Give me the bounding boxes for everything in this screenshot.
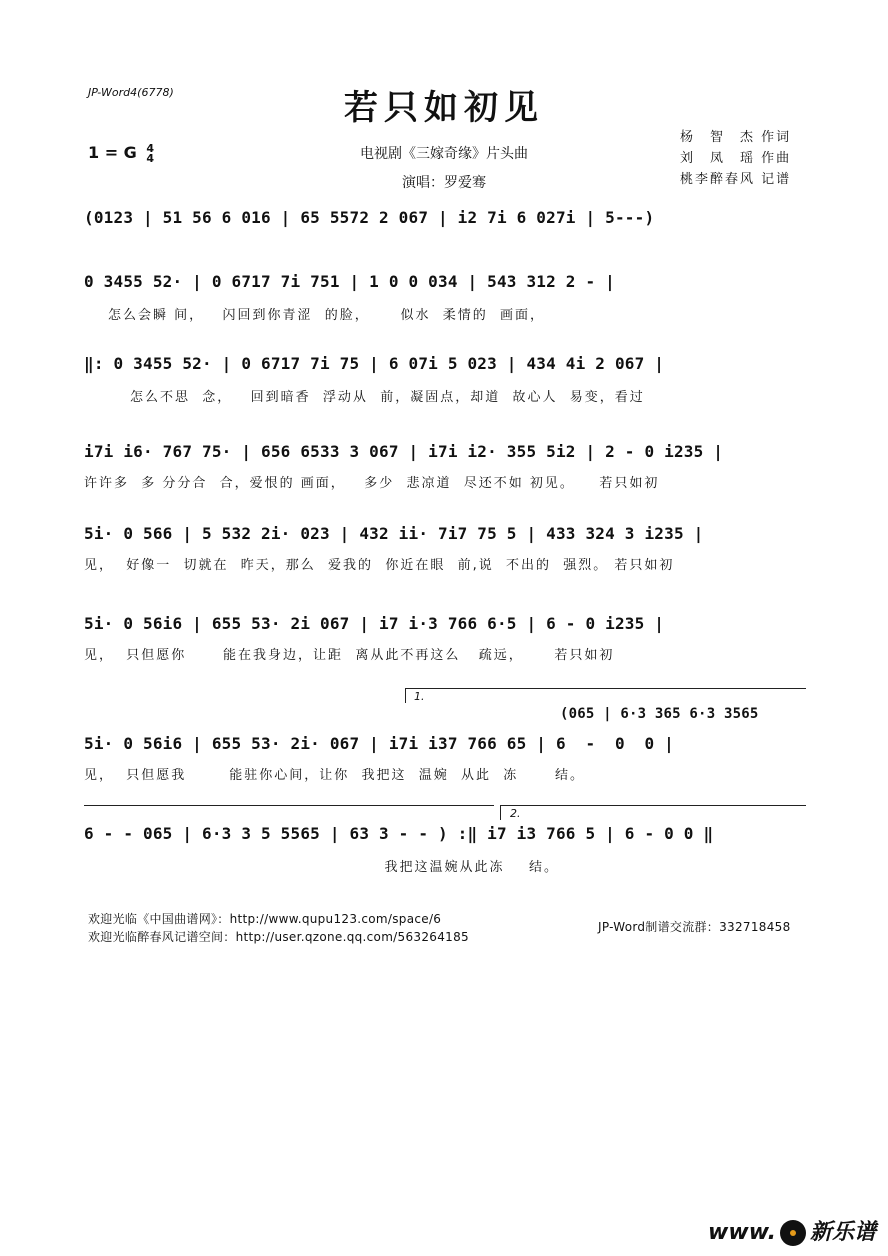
lyrics-line-8: 我把这温婉从此冻 结。 xyxy=(84,860,560,875)
first-ending-label: 1. xyxy=(414,690,425,703)
first-ending-bracket xyxy=(405,688,806,703)
music-disc-icon xyxy=(780,1220,806,1246)
score-system-7: 5i· 0 56i6 | 655 53· 2i· 067 | i7i i37 766 65 | 6 - 0 0 | xyxy=(84,734,674,753)
lyrics-line-6: 见， 只但愿你 能在我身边，让距 离从此不再这么 疏远， 若只如初 xyxy=(84,648,615,663)
subtitle: 电视剧《三嫁奇缘》片头曲 xyxy=(360,146,528,162)
footer-group: JP-Word制谱交流群：332718458 xyxy=(598,920,791,934)
score-system-8: 6 - - 065 | 6·3 3 5 5565 | 63 3 - - ) :‖ i7 i3 766 5 | 6 - 0 0 ‖ xyxy=(84,824,714,843)
watermark-name: 新乐谱 xyxy=(809,1220,876,1245)
lyrics-line-4: 许许多 多 分分合 合，爱恨的 画面， 多少 悲凉道 尽还不如 初见。 若只如初 xyxy=(84,476,660,491)
lyrics-line-2: 怎么会瞬 间， 闪回到你青涩 的脸， 似水 柔情的 画面， xyxy=(108,308,545,323)
continuation-line xyxy=(84,805,494,806)
score-system-1: (0123 | 51 56 6 016 | 65 5572 2 067 | i2 7i 6 027i | 5---) xyxy=(84,208,655,227)
footer-links xyxy=(88,910,469,946)
credit-lyricist: 杨 智 杰 作词 xyxy=(680,130,792,145)
lyrics-line-3: 怎么不思 念， 回到暗香 浮动从 前，凝固点，却道 故心人 易变，看过 xyxy=(130,390,645,405)
footer-link-qupu[interactable]: 欢迎光临《中国曲谱网》：http://www.qupu123.com/space/6 xyxy=(88,912,442,926)
credits xyxy=(680,127,791,190)
singer: 演唱：罗爱骞 xyxy=(402,175,486,191)
watermark-url: www. xyxy=(708,1220,776,1245)
watermark-logo xyxy=(708,1215,876,1246)
score-system-5: 5i· 0 566 | 5 532 2i· 023 | 432 ii· 7i7 75 5 | 433 324 3 i235 | xyxy=(84,524,704,543)
software-tag: JP-Word4(6778) xyxy=(88,86,174,99)
key-label: 1 = G xyxy=(88,143,137,162)
score-system-4: i7i i6· 767 75· | 656 6533 3 067 | i7i i2· 355 5i2 | 2 - 0 i235 | xyxy=(84,442,724,461)
time-sig-bottom: 4 xyxy=(146,151,155,165)
score-system-2: 0 3455 52· | 0 6717 7i 751 | 1 0 0 034 | 543 312 2 - | xyxy=(84,272,615,291)
footer-link-qzone[interactable]: 欢迎光临醉春风记谱空间：http://user.qzone.qq.com/563264185 xyxy=(88,930,469,944)
song-title: 若只如初见 xyxy=(344,88,544,128)
second-ending-label: 2. xyxy=(510,807,521,820)
credit-composer: 刘 凤 瑶 作曲 xyxy=(680,151,792,166)
second-ending-bracket xyxy=(500,805,806,820)
score-system-3: ‖: 0 3455 52· | 0 6717 7i 75 | 6 07i 5 023 | 434 4i 2 067 | xyxy=(84,354,665,373)
lyrics-line-7: 见， 只但愿我 能驻你心间，让你 我把这 温婉 从此 冻 结。 xyxy=(84,768,586,783)
lyrics-line-5: 见， 好像一 切就在 昨天，那么 爱我的 你近在眼 前,说 不出的 强烈。 若只如初 xyxy=(84,558,675,573)
credit-transcriber: 桃李醉春风 记谱 xyxy=(680,172,792,187)
interlude-notes: (065 | 6·3 365 6·3 3565 xyxy=(560,706,759,722)
score-system-6: 5i· 0 56i6 | 655 53· 2i 067 | i7 i·3 766 6·5 | 6 - 0 i235 | xyxy=(84,614,665,633)
time-sig-top: 4 xyxy=(146,141,155,155)
